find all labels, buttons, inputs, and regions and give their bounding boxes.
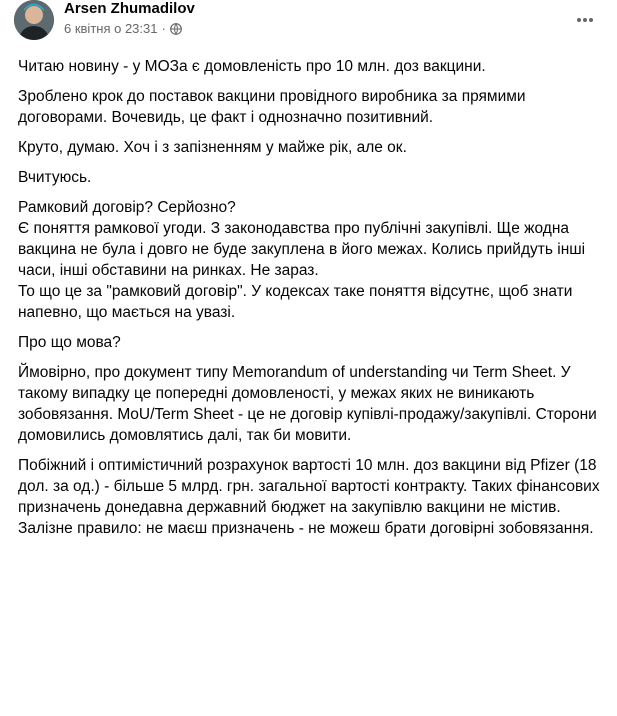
post-body <box>18 56 603 548</box>
post-paragraph: Читаю новину - у МОЗа є домовленість про 10 млн. доз вакцини. <box>18 58 486 75</box>
post-paragraph: Побіжний і оптимістичний розрахунок вартості 10 млн. доз вакцини від Pfizer (18 дол. за од.) - більше 5 млрд. грн. загальної вартості контракту. Таких фінансових призначень донедавна державний бюджет на закупівлю вакцини не містив. Залізне правило: не маєш призначень - не можеш брати договірні зобовязання. <box>18 457 600 537</box>
post-paragraph: Вчитуюсь. <box>18 169 92 186</box>
post-date[interactable]: 6 квітня о 23:31 <box>64 21 158 36</box>
post-paragraph: Про що мова? <box>18 334 121 351</box>
meta-separator: · <box>161 21 166 36</box>
post-paragraph: Зроблено крок до поставок вакцини провідного виробника за прямими договорами. Вочевидь, це факт і однозначно позитивний. <box>18 88 526 126</box>
globe-icon[interactable] <box>170 23 182 35</box>
more-options-icon[interactable] <box>573 8 597 32</box>
post-paragraph: Ймовірно, про документ типу Memorandum of understanding чи Term Sheet. У такому випадку це попередні домовленості, у межах яких не виникають зобовязання. MoU/Term Sheet - це не договір купівлі-продажу/закупівлі. Сторони домовились домовлятись далі, так би мовити. <box>18 364 597 444</box>
post-paragraph: Рамковий договір? Серйозно? Є поняття рамкової угоди. З законодавства про публічні закупівлі. Ще жодна вакцина не була і довго не буде закуплена в його межах. Колись прийдуть інші часи, інші обставини на ринках. Не зараз. То що це за "рамковий договір". У кодексах таке поняття відсутнє, щоб знати напевно, що мається на увазі. <box>18 199 586 321</box>
post-paragraph: Круто, думаю. Хоч і з запізненням у майже рік, але ок. <box>18 139 407 156</box>
post-meta <box>64 21 182 36</box>
author-name[interactable]: Arsen Zhumadilov <box>64 0 195 17</box>
post-header <box>0 0 617 52</box>
avatar[interactable] <box>14 0 54 40</box>
